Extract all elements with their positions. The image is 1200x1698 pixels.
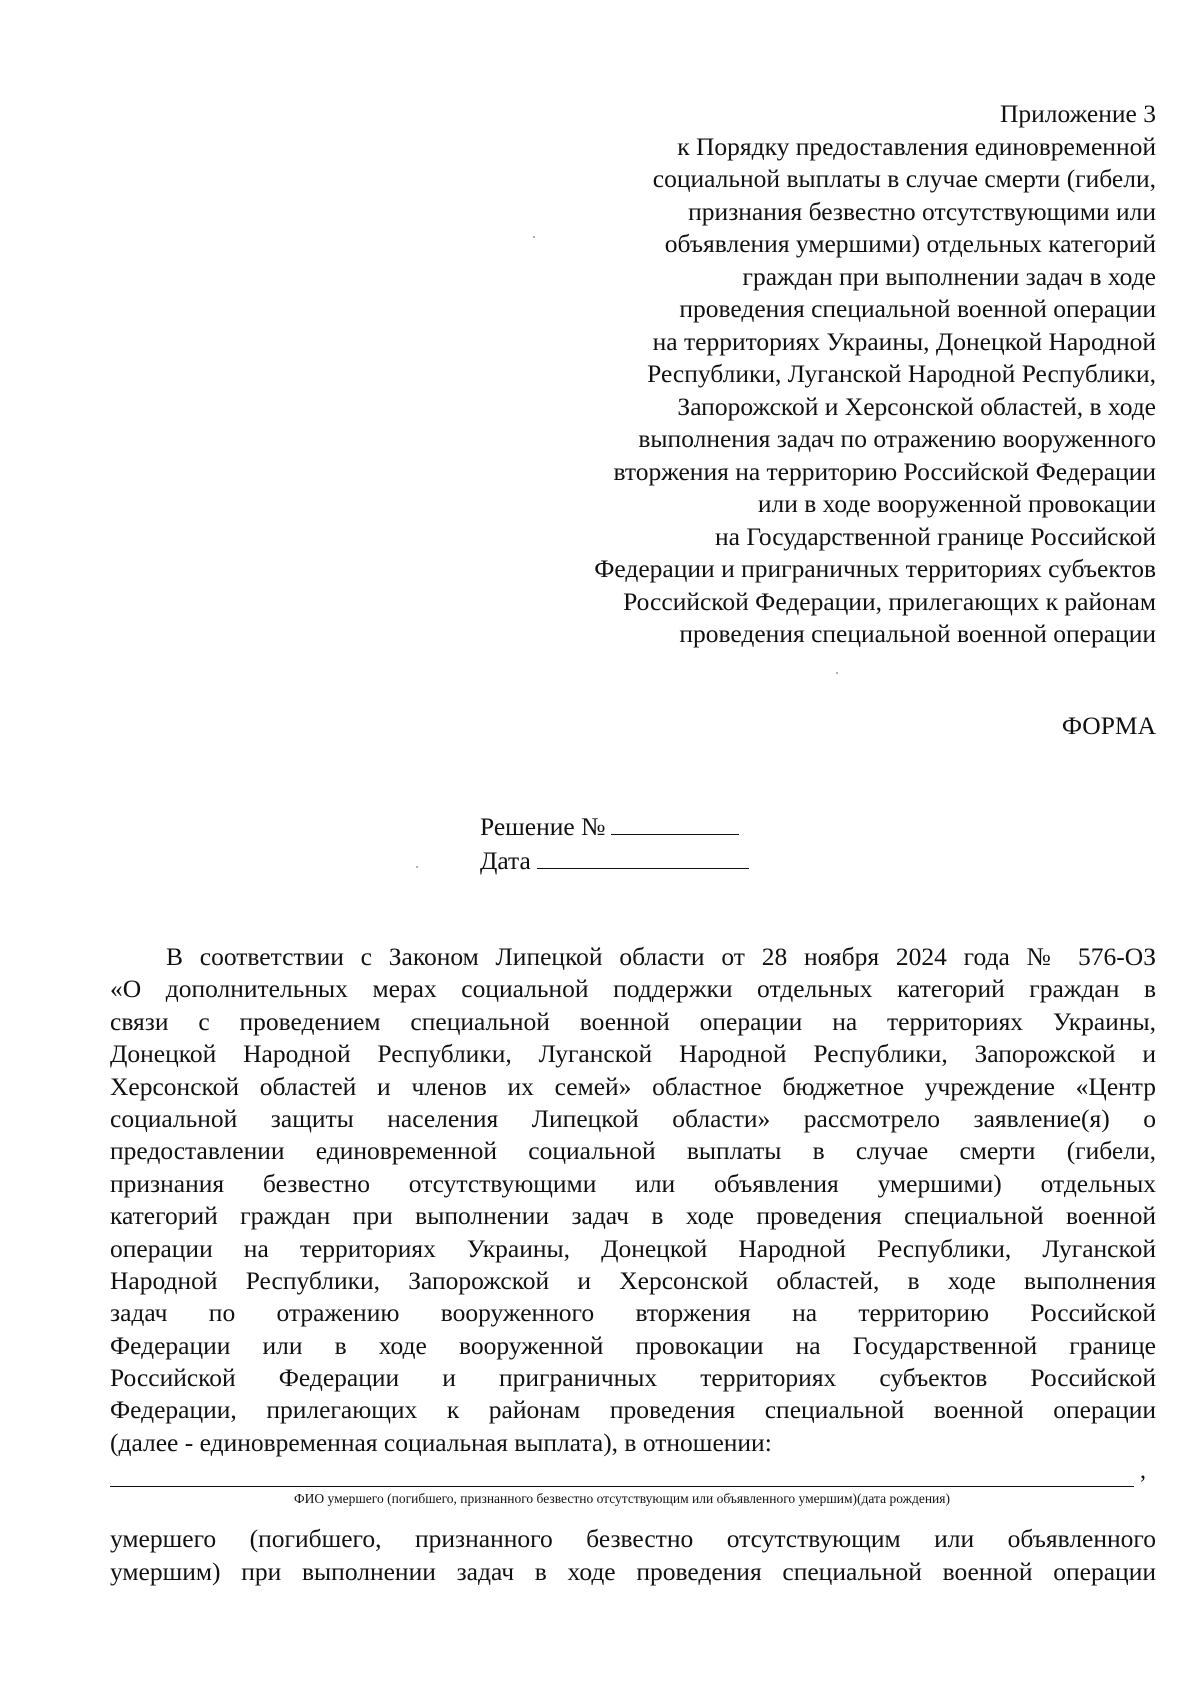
paragraph-line: Херсонской областей и членов их семей» областное бюджетное учреждение «Центр: [110, 1071, 1156, 1101]
continuation-paragraph: [110, 1522, 1156, 1588]
fio-caption: ФИО умершего (погибшего, признанного безвестно отсутствующим или объявленного умершим)(дата рождения): [293, 1491, 950, 1506]
appendix-line: Приложение 3: [1000, 99, 1156, 128]
paragraph-line: умершего (погибшего, признанного безвестно отсутствующим или объявленного: [110, 1524, 1156, 1553]
paragraph-line: Федерации, прилегающих к районам проведения специальной военной операции: [110, 1395, 1156, 1425]
appendix-line: проведения специальной военной операции: [679, 619, 1156, 648]
appendix-line: граждан при выполнении задач в ходе: [742, 261, 1156, 291]
appendix-line: вторжения на территорию Российской Федерации: [613, 456, 1156, 486]
appendix-line: Республики, Луганской Народной Республики,: [647, 359, 1156, 388]
appendix-line: к Порядку предоставления единовременной: [677, 131, 1156, 161]
paragraph-line: «О дополнительных мерах социальной поддержки отдельных категорий граждан в: [110, 974, 1156, 1004]
decision-block: [480, 810, 749, 878]
appendix-line: объявления умершими) отдельных категорий: [664, 229, 1156, 258]
decision-number-row: [480, 810, 749, 844]
appendix-line: проведения специальной военной операции: [679, 294, 1156, 323]
decision-date-row: [480, 844, 749, 878]
paragraph-line: операции на территориях Украины, Донецкой Народной Республики, Луганской: [110, 1233, 1156, 1263]
paragraph-line: Донецкой Народной Республики, Луганской Народной Республики, Запорожской и: [110, 1039, 1156, 1069]
paragraph-line: категорий граждан при выполнении задач в ходе проведения специальной военной: [110, 1201, 1156, 1231]
scan-speck: [533, 236, 535, 238]
paragraph-line: Народной Республики, Запорожской и Херсонской областей, в ходе выполнения: [110, 1265, 1156, 1295]
paragraph-line: предоставлении единовременной социальной выплаты в случае смерти (гибели,: [110, 1136, 1156, 1166]
paragraph-line: Российской Федерации и приграничных территориях субъектов Российской: [110, 1363, 1156, 1393]
fio-comma: ,: [1140, 1458, 1146, 1484]
decision-body-paragraph: [110, 941, 1156, 1459]
paragraph-line: признания безвестно отсутствующими или объявления умершими) отдельных: [110, 1168, 1156, 1198]
appendix-line: на Государственной границе Российской: [715, 521, 1156, 551]
paragraph-line: связи с проведением специальной военной операции на территориях Украины,: [110, 1006, 1156, 1036]
paragraph-line: задач по отражению вооруженного вторжения на территорию Российской: [110, 1298, 1156, 1328]
appendix-line: Запорожской и Херсонской областей, в ходе: [677, 391, 1156, 421]
appendix-line: на территориях Украины, Донецкой Народной: [652, 326, 1156, 356]
paragraph-line: (далее - единовременная социальная выплата), в отношении:: [110, 1427, 772, 1457]
form-label: ФОРМА: [1061, 711, 1156, 740]
paragraph-line: Федерации или в ходе вооруженной провокации на Государственной границе: [110, 1330, 1156, 1360]
paragraph-line: В соответствии с Законом Липецкой области от 28 ноября 2024 года № 576-ОЗ: [166, 942, 1156, 971]
decision-number-field[interactable]: [611, 810, 739, 835]
appendix-line: Федерации и приграничных территориях субъектов: [594, 554, 1156, 583]
paragraph-line: умершим) при выполнении задач в ходе проведения специальной военной операции: [110, 1557, 1156, 1586]
paragraph-line: социальной защиты населения Липецкой области» рассмотрело заявление(я) о: [110, 1103, 1156, 1133]
appendix-line: выполнения задач по отражению вооруженного: [638, 424, 1156, 453]
scan-speck: [836, 672, 838, 674]
decision-date-field[interactable]: [537, 844, 749, 869]
scan-speck: [416, 866, 418, 868]
decision-number-label: Решение №: [480, 812, 606, 841]
appendix-line: или в ходе вооруженной провокации: [757, 489, 1156, 518]
appendix-line: социальной выплаты в случае смерти (гибели,: [652, 164, 1156, 193]
decision-date-label: Дата: [480, 846, 531, 875]
appendix-line: признания безвестно отсутствующими или: [688, 196, 1156, 226]
appendix-line: Российской Федерации, прилегающих к районам: [623, 586, 1156, 616]
fio-input-line[interactable]: [110, 1474, 1134, 1487]
appendix-header: [456, 98, 1156, 651]
